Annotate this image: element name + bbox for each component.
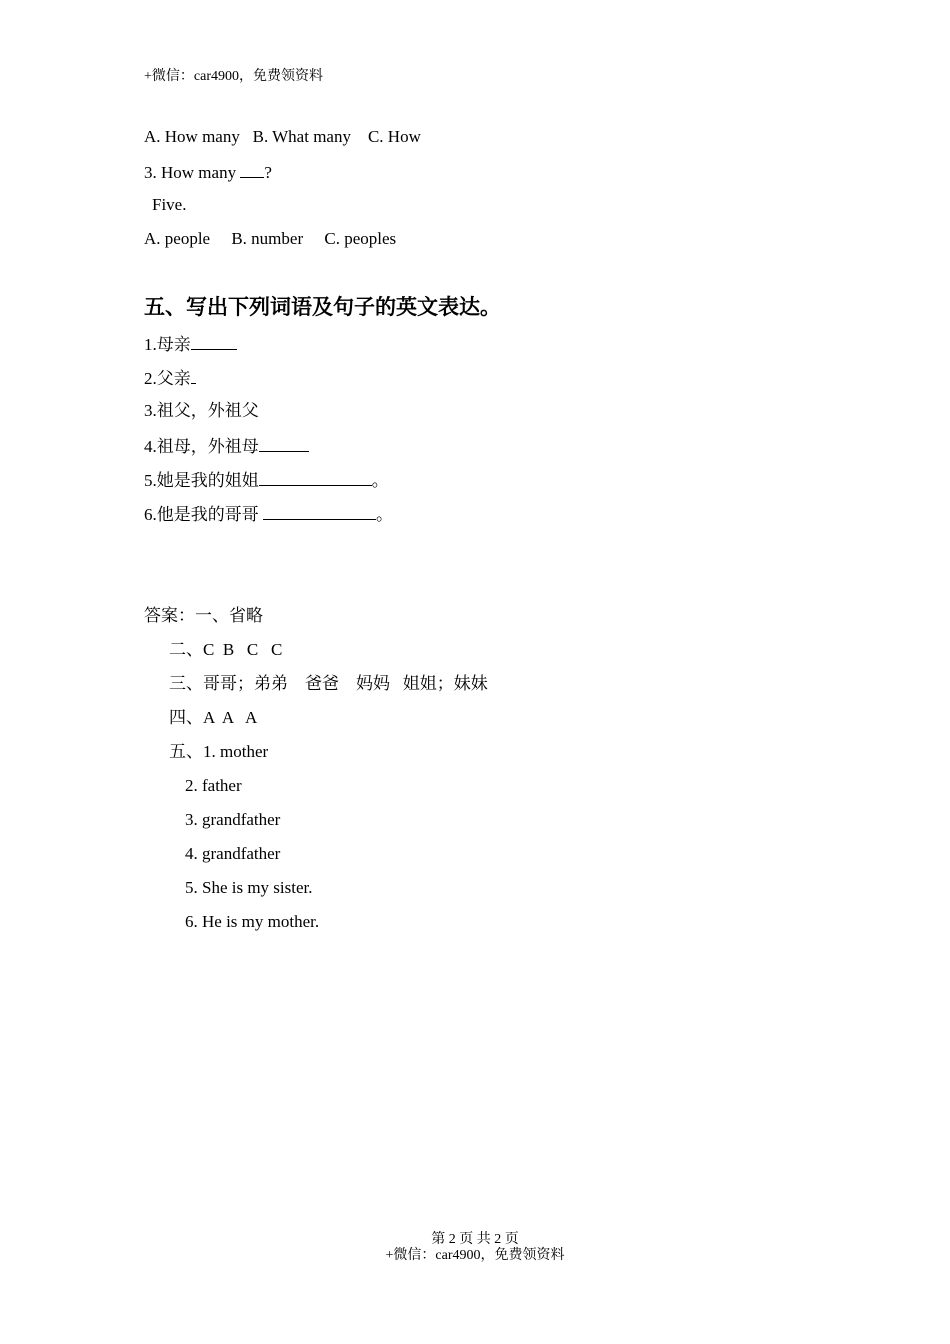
answers-part5-head: 五、1. mother bbox=[169, 742, 269, 761]
answers-part5-item: 4. grandfather bbox=[185, 844, 281, 863]
section5-item-2 bbox=[144, 367, 196, 389]
answer-blank bbox=[191, 333, 237, 350]
section5-item-1 bbox=[144, 333, 237, 355]
section5-item-label: 4.祖母，外祖母 bbox=[144, 437, 259, 456]
header-watermark: +微信：car4900，免费领资料 bbox=[144, 69, 323, 84]
section5-item-suffix: 。 bbox=[371, 471, 389, 490]
section5-item-3 bbox=[144, 401, 259, 421]
q3-answer: Five. bbox=[152, 195, 187, 214]
q3-question-end: ? bbox=[264, 163, 272, 182]
section5-item-label: 1.母亲 bbox=[144, 335, 191, 354]
footer-page-number: 第 2 页 共 2 页 bbox=[431, 1232, 519, 1247]
answer-blank bbox=[191, 367, 196, 384]
answers-part3: 三、哥哥；弟弟 爸爸 妈妈 姐姐；妹妹 bbox=[169, 674, 488, 693]
q3-blank bbox=[240, 161, 264, 178]
section5-item-label: 6.他是我的哥哥 bbox=[144, 505, 263, 524]
answer-blank bbox=[259, 435, 309, 452]
footer-watermark: +微信：car4900，免费领资料 bbox=[385, 1248, 565, 1263]
section5-title: 五、写出下列词语及句子的英文表达。 bbox=[144, 295, 501, 319]
q3-options: A. people B. number C. peoples bbox=[144, 229, 397, 248]
answers-part5-item: 3. grandfather bbox=[185, 810, 281, 829]
answer-blank bbox=[259, 469, 372, 486]
section5-item-6 bbox=[144, 503, 393, 525]
answers-part5-item: 6. He is my mother. bbox=[185, 912, 320, 931]
section5-item-label: 3.祖父，外祖父 bbox=[144, 401, 259, 420]
q3-question-text: 3. How many bbox=[144, 163, 241, 182]
q2-options: A. How many B. What many C. How bbox=[144, 127, 421, 146]
answers-part5-item: 5. She is my sister. bbox=[185, 878, 313, 897]
section5-item-label: 5.她是我的姐姐 bbox=[144, 471, 259, 490]
q3-question bbox=[144, 161, 272, 183]
answer-blank bbox=[263, 503, 376, 520]
section5-item-5 bbox=[144, 469, 389, 491]
answers-intro: 答案：一、省略 bbox=[144, 606, 263, 625]
answers-part2: 二、C B C C bbox=[169, 640, 283, 659]
answers-part5-item: 2. father bbox=[185, 776, 242, 795]
answers-part4: 四、A A A bbox=[169, 708, 258, 727]
section5-item-suffix: 。 bbox=[376, 505, 393, 524]
section5-item-label: 2.父亲 bbox=[144, 369, 191, 388]
section5-item-4 bbox=[144, 435, 309, 457]
